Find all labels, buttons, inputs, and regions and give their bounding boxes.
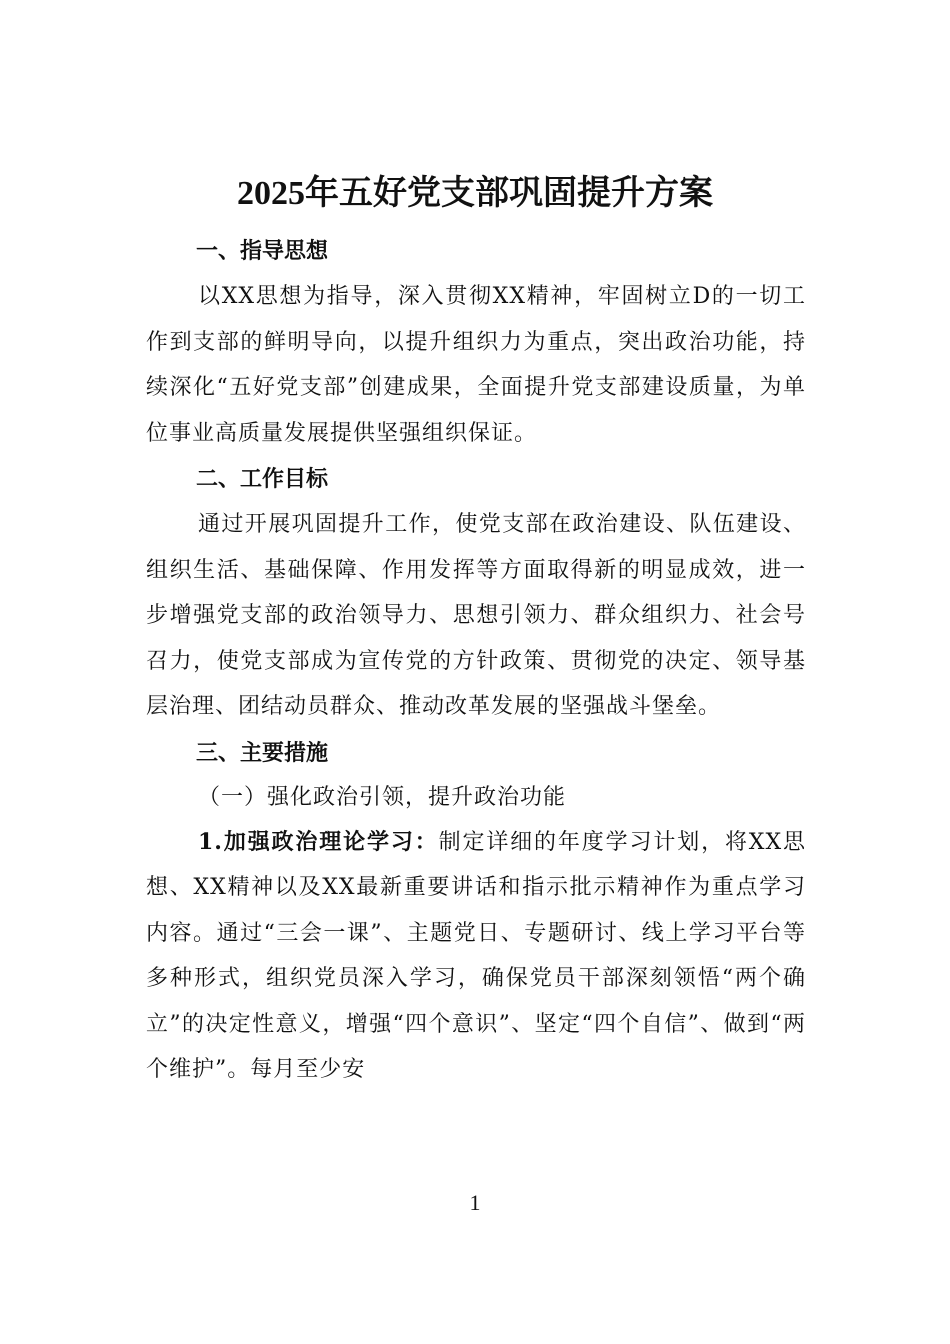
section-heading-guiding: 一、指导思想 <box>196 239 329 264</box>
section-heading-goals: 二、工作目标 <box>196 467 329 492</box>
section-heading-measures: 三、主要措施 <box>196 740 329 766</box>
subsection-heading-political: （一）强化政治引领，提升政治功能 <box>198 784 567 810</box>
document-body <box>146 230 806 1093</box>
paragraph-goals: 通过开展巩固提升工作，使党支部在政治建设、队伍建设、组织生活、基础保障、作用发挥等方面取得新的明显成效，进一步增强党支部的政治领导力、思想引领力、群众组织力、社会号召力，使党支部成为宣传党的方针政策、贯彻党的决定、领导基层治理、团结动员群众、推动改革发展的坚强战斗堡垒。 <box>146 512 806 719</box>
paragraph-item-1 <box>146 820 806 1093</box>
item-1-text: 制定详细的年度学习计划，将XX思想、XX精神以及XX最新重要讲话和指示批示精神作为重点学习内容。通过“三会一课”、主题党日、专题研讨、线上学习平台等多种形式，组织党员深入学习，确保党员干部深刻领悟“两个确立”的决定性意义，增强“四个意识”、坚定“四个自信”、做到“两个维护”。每月至少安 <box>146 829 806 1082</box>
page-number: 1 <box>469 1190 481 1215</box>
item-1-lead: 1.加强政治理论学习： <box>198 828 439 855</box>
paragraph-guiding: 以XX思想为指导，深入贯彻XX精神，牢固树立D的一切工作到支部的鲜明导向，以提升组织力为重点，突出政治功能，持续深化“五好党支部”创建成果，全面提升党支部建设质量，为单位事业高质量发展提供坚强组织保证。 <box>146 284 806 446</box>
document-title: 2025年五好党支部巩固提升方案 <box>237 175 713 212</box>
